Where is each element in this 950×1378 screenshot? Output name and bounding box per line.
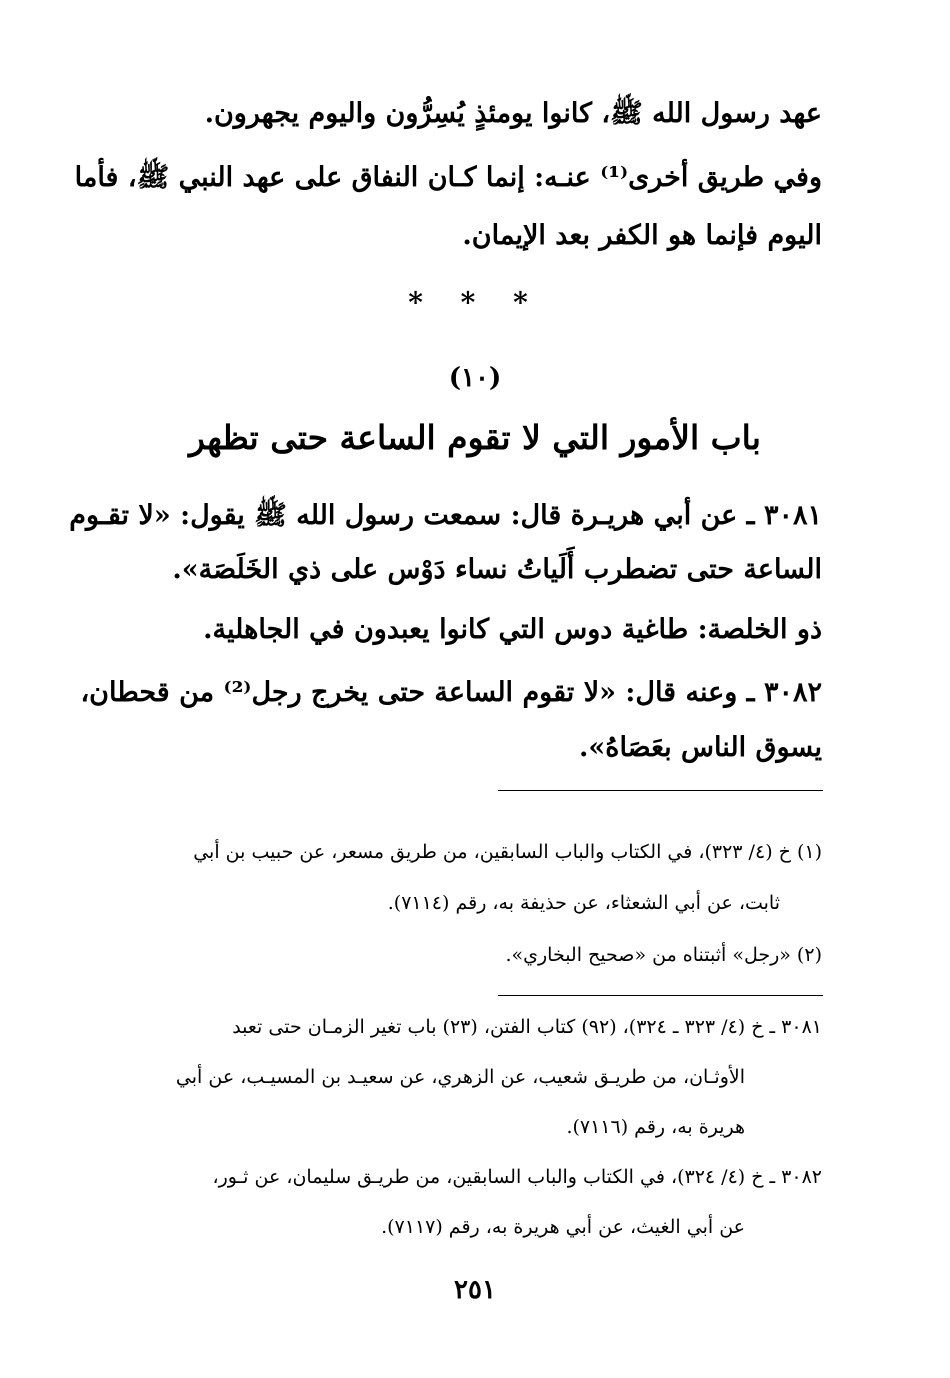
footnote-line: ثابت، عن أبي الشعثاء، عن حذيفة به، رقم (٧١١٤).	[387, 892, 780, 914]
hadith-3082-line: ٣٠٨٢ ـ وعنه قال: «لا تقوم الساعة حتى يخرج رجل⁽²⁾ من قحطان،	[80, 677, 822, 708]
reference-divider	[498, 995, 823, 996]
reference-line: الأوثـان، من طريـق شعيب، عن الزهري، عن سعيـد بن المسيـب، عن أبي	[175, 1066, 745, 1088]
page-number: ٢٥١	[454, 1275, 496, 1305]
hadith-3081-line: الساعة حتى تضطرب أَلَياتُ نساء دَوْس على ذي الخَلَصَة».	[172, 554, 822, 585]
reference-line: عن أبي الغيث، عن أبي هريرة به، رقم (٧١١٧).	[381, 1216, 745, 1238]
paragraph-line: عهد رسول الله ﷺ، كانوا يومئذٍ يُسِرُّون واليوم يجهرون.	[204, 98, 822, 129]
chapter-title: باب الأمور التي لا تقوم الساعة حتى تظهر	[189, 418, 761, 457]
footnote-line: (٢) «رجل» أثبتناه من «صحيح البخاري».	[505, 944, 822, 966]
paragraph-line: اليوم فإنما هو الكفر بعد الإيمان.	[462, 220, 822, 251]
section-separator: * * *	[408, 286, 542, 319]
paragraph-line: وفي طريق أخرى⁽¹⁾ عنـه: إنما كـان النفاق على عهد النبي ﷺ، فأما	[74, 162, 822, 193]
reference-line: هريرة به، رقم (٧١١٦).	[566, 1116, 745, 1138]
hadith-3082-line: يسوق الناس بعَصَاهُ».	[579, 732, 822, 763]
reference-line: ٣٠٨٢ ـ خ (٤/ ٣٢٤)، في الكتاب والباب السابقين، من طريـق سليمان، عن ثـور،	[212, 1166, 822, 1188]
hadith-3081-line: ٣٠٨١ ـ عن أبي هريـرة قال: سمعت رسول الله ﷺ يقول: «لا تقـوم	[69, 500, 822, 531]
gloss-line: ذو الخلصة: طاغية دوس التي كانوا يعبدون في الجاهلية.	[203, 614, 822, 645]
reference-line: ٣٠٨١ ـ خ (٤/ ٣٢٣ ـ ٣٢٤)، (٩٢) كتاب الفتن، (٢٣) باب تغير الزمـان حتى تعبد	[232, 1016, 822, 1038]
chapter-number: (١٠)	[448, 363, 502, 393]
footnote-divider	[498, 790, 823, 791]
footnote-line: (١) خ (٤/ ٣٢٣)، في الكتاب والباب السابقين، من طريق مسعر، عن حبيب بن أبي	[193, 841, 822, 863]
